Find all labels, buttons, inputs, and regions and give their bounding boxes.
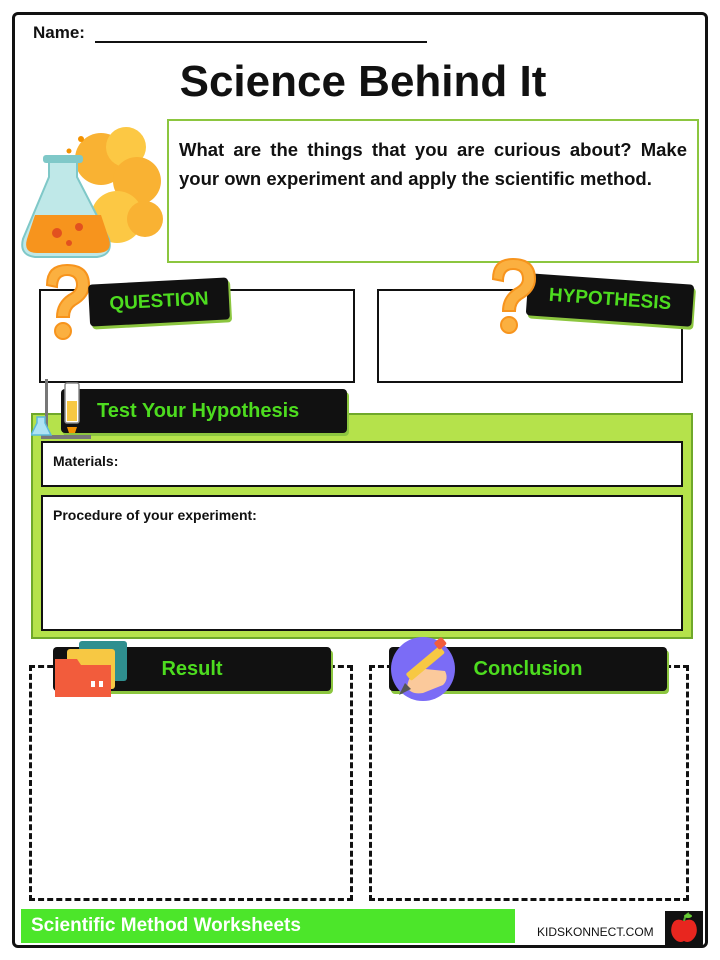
page-title: Science Behind It (179, 57, 547, 106)
question-mark-icon (39, 261, 95, 345)
result-label: Result (53, 647, 331, 691)
question-label: QUESTION (88, 277, 230, 326)
test-hypothesis-label: Test Your Hypothesis (61, 389, 347, 433)
worksheet-frame (12, 12, 708, 948)
footer-title: Scientific Method Worksheets (31, 915, 301, 936)
flask-icon (21, 119, 167, 269)
conclusion-label: Conclusion (389, 647, 667, 691)
name-label: Name: (33, 23, 85, 42)
footer-title-bar (21, 909, 515, 943)
folder-icon (55, 637, 129, 699)
prompt-text: What are the things that you are curious about? Make your own experiment and apply the scientific method. (179, 139, 687, 189)
brand-text: KIDSKONNECT.COM (537, 925, 654, 939)
lab-equipment-icon (31, 377, 95, 441)
brand-logo (665, 911, 703, 945)
apple-icon (665, 911, 703, 945)
name-field[interactable] (95, 41, 427, 43)
hypothesis-label: HYPOTHESIS (526, 273, 695, 326)
materials-field[interactable] (41, 441, 683, 487)
materials-label: Materials: (53, 453, 119, 469)
prompt-box (167, 119, 699, 263)
test-hypothesis-panel (31, 413, 693, 639)
procedure-field[interactable] (41, 495, 683, 631)
question-mark-icon (485, 255, 541, 339)
pencil-hand-icon (389, 637, 455, 705)
result-answer-box[interactable] (29, 665, 353, 901)
procedure-label: Procedure of your experiment: (53, 507, 257, 523)
